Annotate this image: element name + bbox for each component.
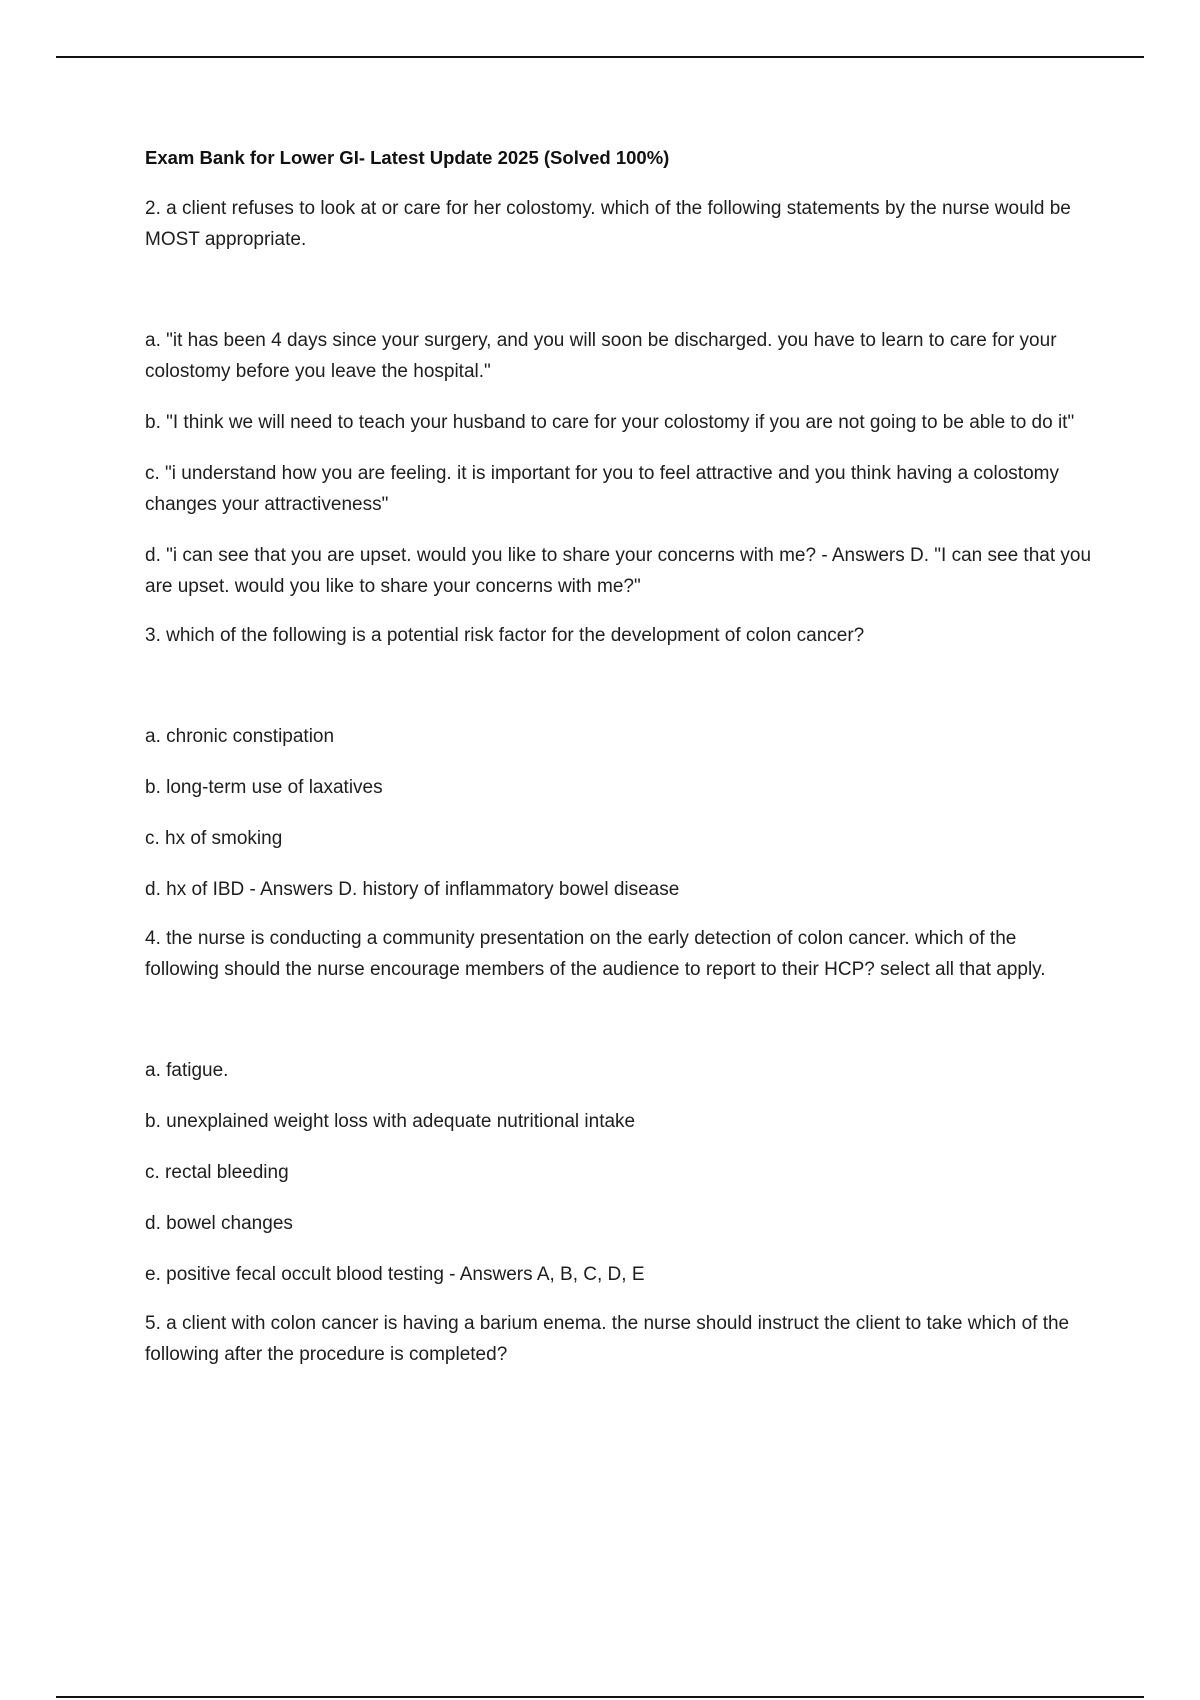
- question-2-option-c: c. "i understand how you are feeling. it is important for you to feel attractive and you think having a colostomy changes your attractiveness": [145, 463, 1059, 515]
- question-3-option-d-answer: d. hx of IBD - Answers D. history of inflammatory bowel disease: [145, 879, 680, 900]
- question-3-option-c: c. hx of smoking: [145, 828, 283, 849]
- document-body: [145, 143, 1095, 1388]
- question-2: 2. a client refuses to look at or care for her colostomy. which of the following statements by the nurse would be MOST appropriate.: [145, 198, 1071, 250]
- question-4-option-d: d. bowel changes: [145, 1213, 293, 1234]
- question-4: 4. the nurse is conducting a community presentation on the early detection of colon cancer. which of the following should the nurse encourage members of the audience to report to their HCP? select all that apply.: [145, 928, 1046, 980]
- document-title: Exam Bank for Lower GI- Latest Update 2025 (Solved 100%): [145, 147, 670, 168]
- footer-rule: [56, 1696, 1144, 1698]
- question-3-option-b: b. long-term use of laxatives: [145, 777, 383, 798]
- question-4-option-b: b. unexplained weight loss with adequate nutritional intake: [145, 1111, 636, 1132]
- question-4-option-e-answer: e. positive fecal occult blood testing - Answers A, B, C, D, E: [145, 1264, 645, 1285]
- question-2-option-a: a. "it has been 4 days since your surgery, and you will soon be discharged. you have to learn to care for your colostomy before you leave the hospital.": [145, 330, 1057, 382]
- question-2-option-b: b. "I think we will need to teach your husband to care for your colostomy if you are not going to be able to do it": [145, 412, 1075, 433]
- question-3: 3. which of the following is a potential risk factor for the development of colon cancer?: [145, 625, 865, 646]
- question-2-option-d-answer: d. "i can see that you are upset. would you like to share your concerns with me? - Answers D. "I can see that you are upset. would you like to share your concerns with me?": [145, 545, 1092, 597]
- question-3-option-a: a. chronic constipation: [145, 726, 335, 747]
- question-5: 5. a client with colon cancer is having a barium enema. the nurse should instruct the client to take which of the following after the procedure is completed?: [145, 1313, 1070, 1365]
- question-4-option-a: a. fatigue.: [145, 1060, 229, 1081]
- question-4-option-c: c. rectal bleeding: [145, 1162, 289, 1183]
- header-rule: [56, 56, 1144, 58]
